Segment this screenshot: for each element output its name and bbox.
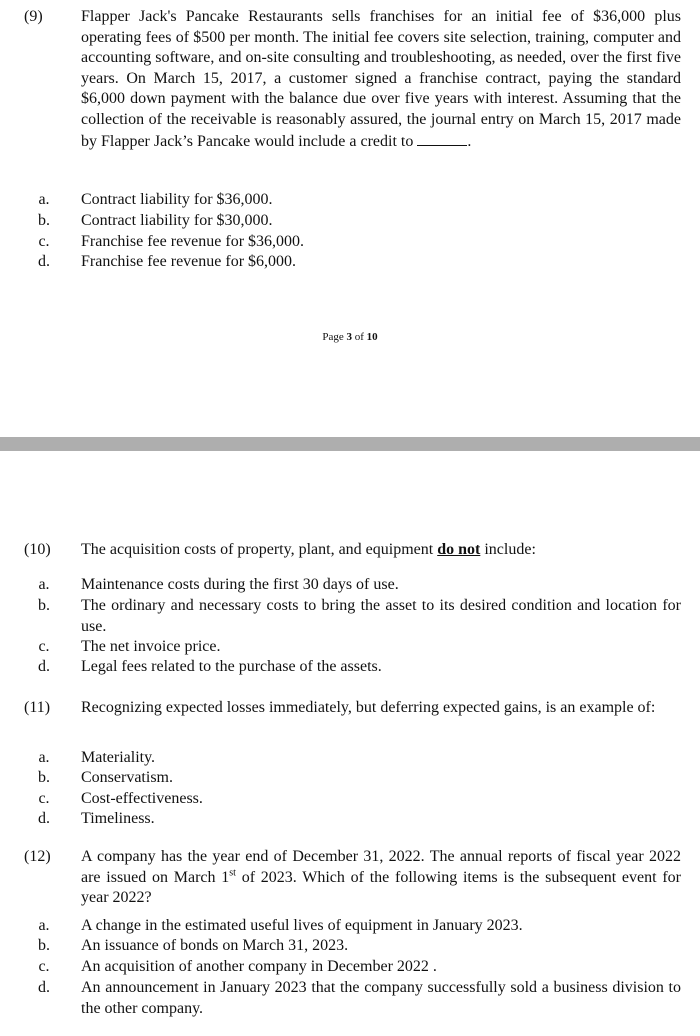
page-3 [0,0,700,437]
option-letter: c. [38,233,50,250]
option-letter: b. [38,597,50,614]
option-text: An announcement in January 2023 that the company successfully sold a business division to the other company. [81,979,681,1017]
option-letter: a. [38,191,50,208]
option-letter: a. [38,917,50,934]
option-letter: a. [38,749,50,766]
question-number: (9) [24,8,43,25]
question-number: (10) [24,541,51,558]
option-text: Contract liability for $36,000. [81,191,273,208]
option-letter: a. [38,576,50,593]
option-letter: b. [38,937,50,954]
option-letter: d. [38,979,50,996]
option-text: Franchise fee revenue for $36,000. [81,233,305,250]
option-letter: d. [38,810,50,827]
option-text: An issuance of bonds on March 31, 2023. [81,937,349,954]
page-4 [0,451,700,1036]
question-number: (12) [24,848,51,865]
answer-blank [417,131,467,146]
question-text: Recognizing expected losses immediately, but deferring expected gains, is an example of: [81,699,656,716]
option-letter: c. [38,958,50,975]
question-number: (11) [24,699,51,716]
option-text: The ordinary and necessary costs to bring the asset to its desired condition and location for use. [81,597,681,635]
option-letter: c. [38,790,50,807]
page-footer: Page 3 of 10 [322,331,378,343]
option-text: Maintenance costs during the first 30 days of use. [81,576,399,593]
option-text: Legal fees related to the purchase of the assets. [81,658,382,675]
question-text: Flapper Jack's Pancake Restaurants sells franchises for an initial fee of $36,000 plus operating fees of $500 per month. The initial fee covers site selection, training, computer and accounting software, and on-site consulting and troubleshooting, as needed, over the first five years. On March 15, 2017, a customer signed a franchise contract, paying the standard $6,000 down payment with the balance due over five years with interest. Assuming that the collection of the receivable is reasonably assured, the journal entry on March 15, 2017 made by Flapper Jack’s Pancake would include a credit to . [81,8,681,150]
question-text: The acquisition costs of property, plant, and equipment do not include: [81,541,536,558]
option-text: Cost-effectiveness. [81,790,203,807]
option-text: Contract liability for $30,000. [81,212,273,229]
option-letter: d. [38,253,50,270]
option-text: An acquisition of another company in December 2022 . [81,958,437,975]
option-text: The net invoice price. [81,638,221,655]
option-text: Conservatism. [81,769,173,786]
question-text: A company has the year end of December 31, 2022. The annual reports of fiscal year 2022 are issued on March 1st of 2023. Which of the following items is the subsequent event for year 2022? [81,848,681,907]
option-text: Timeliness. [81,810,155,827]
option-letter: b. [38,769,50,786]
option-text: Franchise fee revenue for $6,000. [81,253,297,270]
option-letter: d. [38,658,50,675]
option-letter: b. [38,212,50,229]
emphasis-text: do not [437,541,481,558]
page-divider [0,437,700,451]
option-letter: c. [38,638,50,655]
option-text: A change in the estimated useful lives of equipment in January 2023. [81,917,523,934]
option-text: Materiality. [81,749,156,766]
